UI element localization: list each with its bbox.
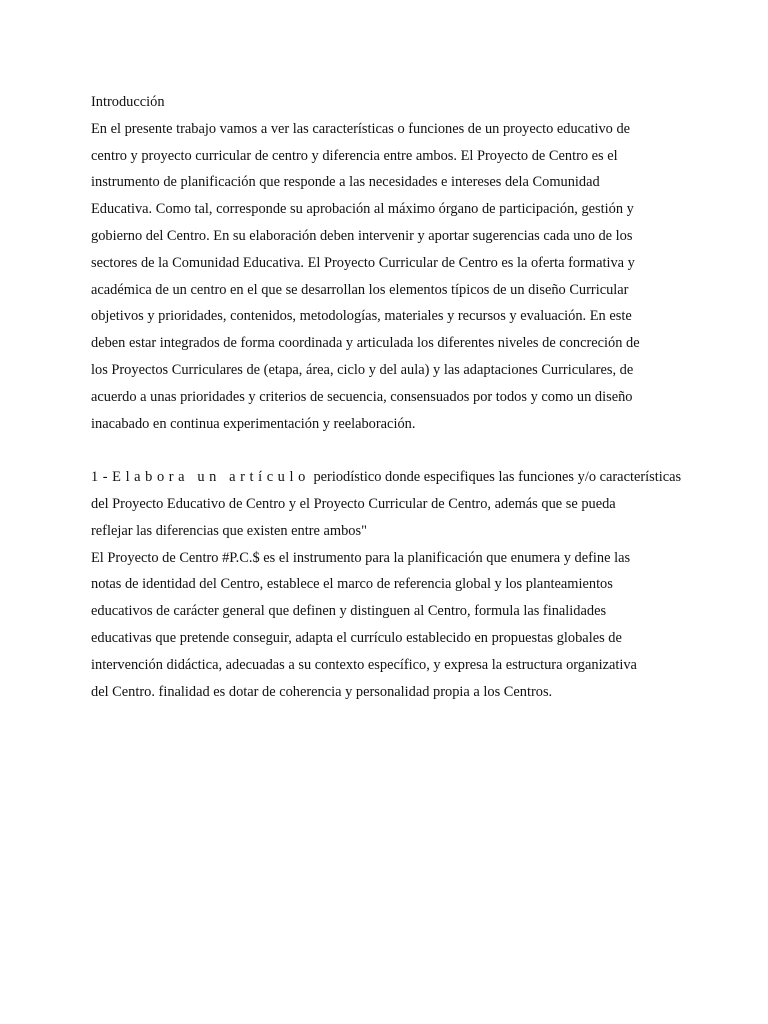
document-heading: Introducción <box>91 94 165 110</box>
intro-line: centro y proyecto curricular de centro y diferencia entre ambos. El Proyecto de Centro es el <box>91 147 618 164</box>
task-paragraph <box>91 464 691 544</box>
answer-paragraph <box>91 545 691 706</box>
task-prefix: 1-Elabora un artículo <box>91 469 310 486</box>
document-body <box>91 89 691 705</box>
intro-line: inacabado en continua experimentación y reelaboración. <box>91 415 416 432</box>
task-line: del Proyecto Educativo de Centro y el Proyecto Curricular de Centro, además que se pueda <box>91 495 616 512</box>
intro-line: sectores de la Comunidad Educativa. El Proyecto Curricular de Centro es la oferta formativa y <box>91 254 635 271</box>
intro-line: objetivos y prioridades, contenidos, metodologías, materiales y recursos y evaluación. En este <box>91 308 632 325</box>
task-first-rest: periodístico donde especifiques las funciones y/o características <box>309 469 682 486</box>
task-line <box>91 464 691 491</box>
intro-paragraph <box>91 116 691 438</box>
intro-line: gobierno del Centro. En su elaboración deben intervenir y aportar sugerencias cada uno de los <box>91 227 633 244</box>
intro-line: instrumento de planificación que responde a las necesidades e intereses dela Comunidad <box>91 174 600 191</box>
intro-line: Educativa. Como tal, corresponde su aprobación al máximo órgano de participación, gestión y <box>91 201 634 218</box>
intro-line: acuerdo a unas prioridades y criterios de secuencia, consensuados por todos y como un diseño <box>91 388 633 405</box>
intro-line: En el presente trabajo vamos a ver las características o funciones de un proyecto educativo de <box>91 120 631 137</box>
answer-line: educativas que pretende conseguir, adapta el currículo establecido en propuestas globales de <box>91 629 622 646</box>
answer-line: del Centro. finalidad es dotar de coherencia y personalidad propia a los Centros. <box>91 683 553 700</box>
paragraph-spacer <box>91 437 691 464</box>
answer-line: intervención didáctica, adecuadas a su contexto específico, y expresa la estructura organizativa <box>91 656 637 673</box>
task-line: reflejar las diferencias que existen entre ambos" <box>91 522 367 539</box>
intro-line: académica de un centro en el que se desarrollan los elementos típicos de un diseño Curricular <box>91 281 629 298</box>
answer-line: notas de identidad del Centro, establece el marco de referencia global y los planteamientos <box>91 576 613 593</box>
answer-line: El Proyecto de Centro #P.C.$ es el instrumento para la planificación que enumera y define las <box>91 549 631 566</box>
answer-line: educativos de carácter general que definen y distinguen al Centro, formula las finalidades <box>91 603 607 620</box>
intro-line: deben estar integrados de forma coordinada y articulada los diferentes niveles de concreción de <box>91 335 640 352</box>
intro-line: los Proyectos Curriculares de (etapa, área, ciclo y del aula) y las adaptaciones Curriculares, de <box>91 361 634 378</box>
